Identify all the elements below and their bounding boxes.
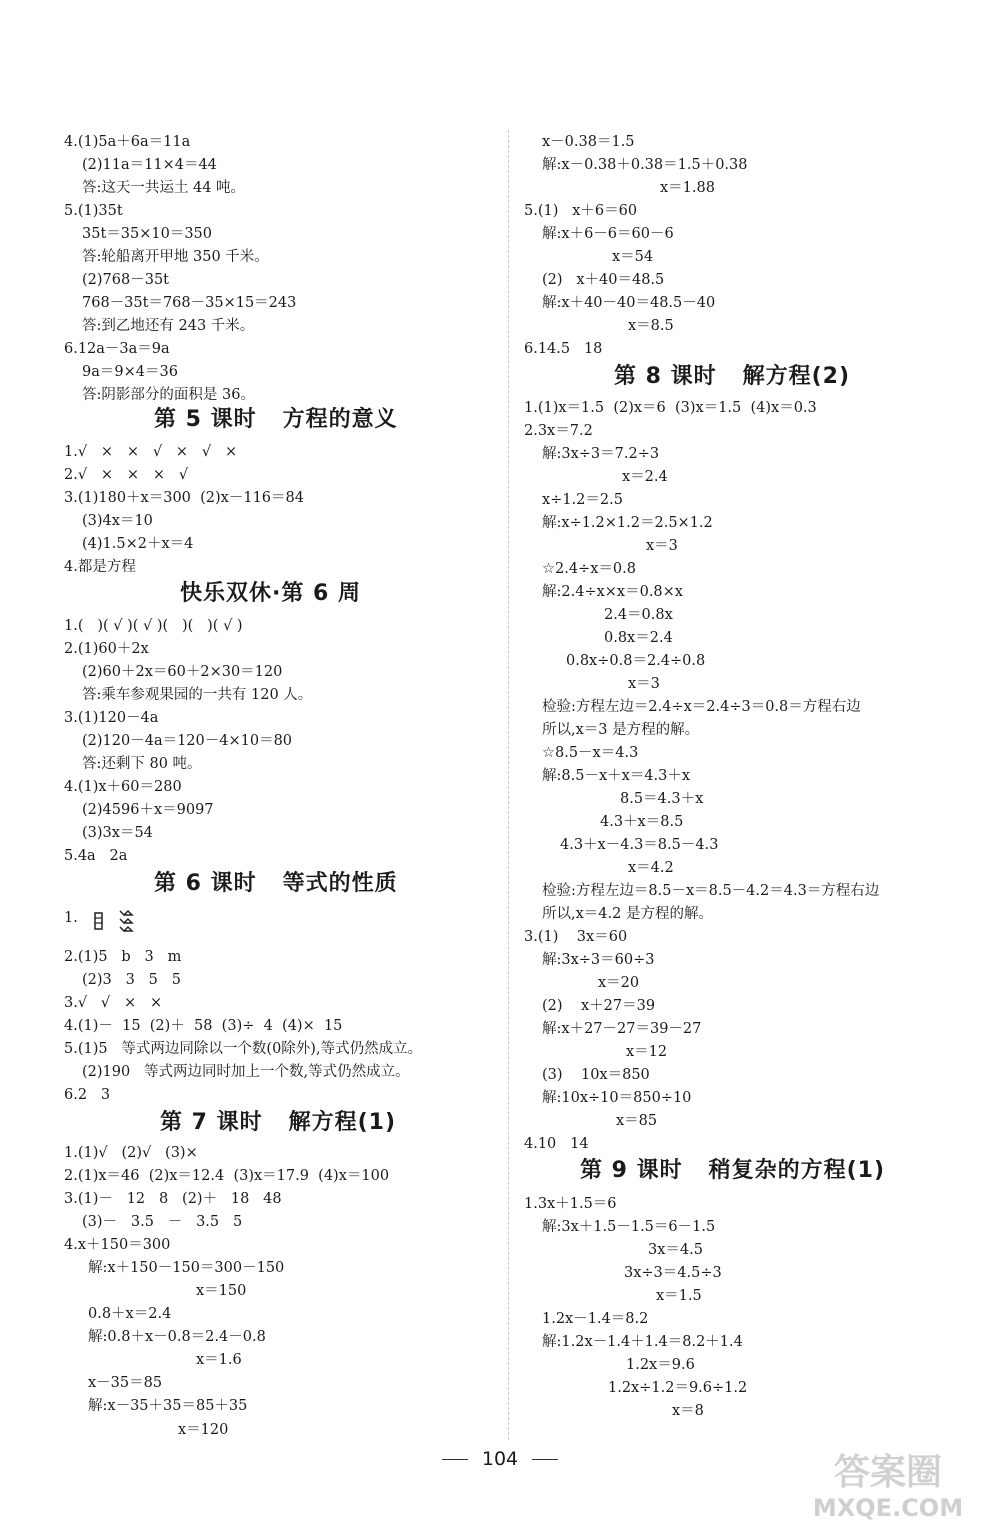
answer-line: 5.(1) x＋6＝60 <box>524 203 638 219</box>
answer-line: 答:这天一共运土 44 吨。 <box>82 180 246 196</box>
section-heading: 第 7 课时 解方程(1) <box>160 1110 397 1135</box>
section-heading: 第 5 课时 方程的意义 <box>154 407 398 432</box>
answer-line: (2)4596＋x＝9097 <box>82 802 214 818</box>
answer-line: 2.3x＝7.2 <box>524 423 593 439</box>
answer-line: 4.3＋x－4.3＝8.5－4.3 <box>560 837 719 853</box>
answer-line: (3)4x＝10 <box>82 513 153 529</box>
section-heading: 第 9 课时 稍复杂的方程(1) <box>580 1158 886 1183</box>
answer-line: 3x＝4.5 <box>648 1242 703 1258</box>
answer-line: 2.4＝0.8x <box>604 607 673 623</box>
answer-line: (3)3x＝54 <box>82 825 153 841</box>
answer-line: 1. <box>64 910 78 926</box>
answer-line: (2)60＋2x＝60＋2×30＝120 <box>82 664 283 680</box>
answer-line: x＝3 <box>628 676 660 692</box>
answer-line: 解:x－35＋35＝85＋35 <box>88 1398 248 1414</box>
answer-line: 6.12a－3a＝9a <box>64 341 170 357</box>
answer-line: 3.√ √ × × <box>64 995 163 1011</box>
answer-line: 8.5＝4.3＋x <box>620 791 704 807</box>
answer-line: x－0.38＝1.5 <box>542 134 635 150</box>
answer-line: x＝8.5 <box>628 318 674 334</box>
answer-line: 4.(1)x＋60＝280 <box>64 779 182 795</box>
answer-line: 答:轮船离开甲地 350 千米。 <box>82 249 269 265</box>
answer-line: (2) x＋27＝39 <box>542 998 656 1014</box>
answer-line: 2.(1)5 b 3 m <box>64 949 182 965</box>
answer-line: 解:x＋150－150＝300－150 <box>88 1260 285 1276</box>
answer-line: 4.都是方程 <box>64 559 136 575</box>
answer-line: (3) 10x＝850 <box>542 1067 650 1083</box>
answer-line: x＝1.5 <box>656 1288 702 1304</box>
watermark-logo <box>788 1442 988 1522</box>
answer-line: x＝1.6 <box>196 1352 242 1368</box>
answer-line: (2)190 等式两边同时加上一个数,等式仍然成立。 <box>82 1064 410 1080</box>
answer-line: 检验:方程左边＝2.4÷x＝2.4÷3＝0.8＝方程右边 <box>542 699 861 715</box>
answer-line: 1.(1)√ (2)√ (3)× <box>64 1145 198 1161</box>
answer-line: 答:乘车参观果园的一共有 120 人。 <box>82 687 313 703</box>
answer-line: x＝54 <box>612 249 654 265</box>
answer-line: x＝120 <box>178 1422 229 1438</box>
answer-line: 5.(1)35t <box>64 203 123 219</box>
section-heading: 第 6 课时 等式的性质 <box>154 871 398 896</box>
answer-line: 4.10 14 <box>524 1136 589 1152</box>
answer-line: x＝20 <box>598 975 640 991</box>
answer-line: 1.(1)x＝1.5 (2)x＝6 (3)x＝1.5 (4)x＝0.3 <box>524 400 817 416</box>
answer-line: 答:还剩下 80 吨。 <box>82 756 202 772</box>
answer-line: 答:阴影部分的面积是 36。 <box>82 387 255 403</box>
answer-line: 解:2.4÷x×x＝0.8×x <box>542 584 683 600</box>
answer-line: x＝12 <box>626 1044 668 1060</box>
answer-line: 6.14.5 18 <box>524 341 603 357</box>
watermark-url: MXQE.COM <box>812 1494 964 1522</box>
answer-line: 答:到乙地还有 243 千米。 <box>82 318 255 334</box>
answer-line: 所以,x＝3 是方程的解。 <box>542 722 700 738</box>
answer-line: (2)120－4a＝120－4×10＝80 <box>82 733 293 749</box>
answer-line: (4)1.5×2＋x＝4 <box>82 536 194 552</box>
answer-line: x＝1.88 <box>660 180 715 196</box>
answer-line: 0.8＋x＝2.4 <box>88 1306 172 1322</box>
answer-line: 2.√ × × × √ <box>64 467 189 483</box>
answer-line: 3x÷3＝4.5÷3 <box>624 1265 722 1281</box>
answer-line: x＝8 <box>672 1403 704 1419</box>
answer-line: 解:1.2x－1.4＋1.4＝8.2＋1.4 <box>542 1334 743 1350</box>
answer-line: (2)11a＝11×4＝44 <box>82 157 217 173</box>
answer-line: (2) x＋40＝48.5 <box>542 272 665 288</box>
section-heading: 快乐双休·第 6 周 <box>180 581 361 606</box>
answer-line: 35t＝35×10＝350 <box>82 226 213 242</box>
answer-line: 解:3x÷3＝7.2÷3 <box>542 446 660 462</box>
answer-line: 0.8x÷0.8＝2.4÷0.8 <box>566 653 706 669</box>
answer-line: 解:0.8＋x－0.8＝2.4－0.8 <box>88 1329 266 1345</box>
answer-line: 3.(1)－ 12 8 (2)＋ 18 48 <box>64 1191 282 1207</box>
answer-line: 2.(1)60＋2x <box>64 641 149 657</box>
answer-line: 9a＝9×4＝36 <box>82 364 178 380</box>
answer-line: 解:3x＋1.5－1.5＝6－1.5 <box>542 1219 716 1235</box>
answer-line: (3)－ 3.5 － 3.5 5 <box>82 1214 243 1230</box>
answer-line: 3.(1) 3x＝60 <box>524 929 628 945</box>
answer-line: 6.2 3 <box>64 1087 111 1103</box>
column-divider <box>508 130 509 1440</box>
answer-line: (2)768－35t <box>82 272 169 288</box>
answer-line: 解:x－0.38＋0.38＝1.5＋0.38 <box>542 157 748 173</box>
answer-line: 解:8.5－x＋x＝4.3＋x <box>542 768 691 784</box>
answer-line: x÷1.2＝2.5 <box>542 492 623 508</box>
answer-line: 1.2x－1.4＝8.2 <box>542 1311 649 1327</box>
answer-line: x＝3 <box>646 538 678 554</box>
answer-line: 4.(1)5a＋6a＝11a <box>64 134 191 150</box>
answer-line: 解:x＋40－40＝48.5－40 <box>542 295 716 311</box>
answer-line: x－35＝85 <box>88 1375 163 1391</box>
answer-line: 3.(1)120－4a <box>64 710 159 726</box>
answer-line: 所以,x＝4.2 是方程的解。 <box>542 906 713 922</box>
answer-line: 4.3＋x＝8.5 <box>600 814 684 830</box>
answer-line: x＝4.2 <box>628 860 674 876</box>
answer-line: 4.(1)－ 15 (2)＋ 58 (3)÷ 4 (4)× 15 <box>64 1018 343 1034</box>
answer-line: 1.2x＝9.6 <box>626 1357 695 1373</box>
answer-line: ☆8.5－x＝4.3 <box>542 745 639 761</box>
answer-line: 1.√ × × √ × √ × <box>64 444 238 460</box>
answer-line: 解:3x÷3＝60÷3 <box>542 952 655 968</box>
answer-line: 解:x＋6－6＝60－6 <box>542 226 674 242</box>
answer-line: 解:x＋27－27＝39－27 <box>542 1021 702 1037</box>
answer-line: x＝2.4 <box>622 469 668 485</box>
answer-line: 1.2x÷1.2＝9.6÷1.2 <box>608 1380 748 1396</box>
answer-line: 检验:方程左边＝8.5－x＝8.5－4.2＝4.3＝方程右边 <box>542 883 880 899</box>
answer-line: 解:10x÷10＝850÷10 <box>542 1090 692 1106</box>
answer-line: 1.( )( √ )( √ )( )( )( √ ) <box>64 618 243 634</box>
answer-line: ☆2.4÷x＝0.8 <box>542 561 636 577</box>
page-number: 104 <box>0 1448 1000 1470</box>
answer-line: 4.x＋150＝300 <box>64 1237 171 1253</box>
answer-line: x＝150 <box>196 1283 247 1299</box>
answer-line: 解:x÷1.2×1.2＝2.5×1.2 <box>542 515 713 531</box>
answer-line: 5.4a 2a <box>64 848 128 864</box>
answer-line: 3.(1)180＋x＝300 (2)x－116＝84 <box>64 490 304 506</box>
watermark-title: 答案圈 <box>833 1452 943 1493</box>
answer-line: 768－35t＝768－35×15＝243 <box>82 295 297 311</box>
answer-line: x＝85 <box>616 1113 658 1129</box>
answer-line: 5.(1)5 等式两边同除以一个数(0除外),等式仍然成立。 <box>64 1041 423 1057</box>
section-heading: 第 8 课时 解方程(2) <box>614 364 851 389</box>
answer-line: 1.3x＋1.5＝6 <box>524 1196 617 1212</box>
balance-figures-icon <box>94 909 158 935</box>
answer-line: (2)3 3 5 5 <box>82 972 181 988</box>
answer-line: 0.8x＝2.4 <box>604 630 673 646</box>
answer-line: 2.(1)x＝46 (2)x＝12.4 (3)x＝17.9 (4)x＝100 <box>64 1168 390 1184</box>
